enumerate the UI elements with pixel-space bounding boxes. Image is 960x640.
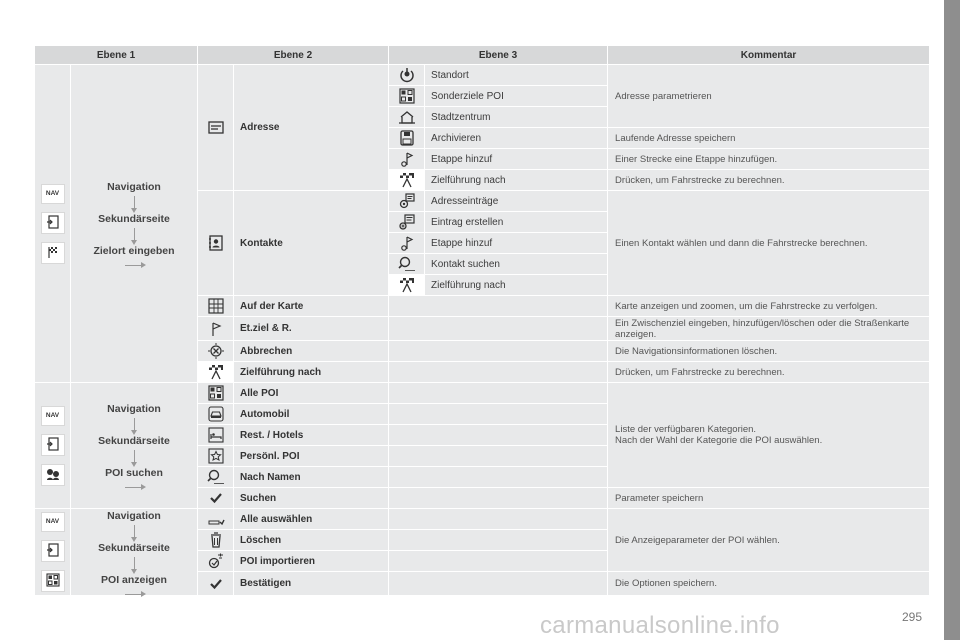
section3-level1-flow: [71, 509, 198, 596]
hotel-icon-cell: [198, 425, 234, 446]
kontakte-etappe-hinzuf-label: Etappe hinzuf: [425, 233, 608, 254]
kontakte-icon-cell: [198, 191, 234, 296]
poi-comment-line1: Liste der verfügbaren Kategorien.: [615, 424, 757, 435]
table-row: [35, 383, 930, 404]
cancel-navigation-icon: [206, 342, 226, 360]
destination-flag-icon: [41, 242, 65, 264]
select-all-icon: [206, 510, 226, 528]
kontakte-label: Kontakte: [234, 191, 389, 296]
empty-ebene3-cell: [389, 530, 608, 551]
route-guidance-icon: [206, 363, 226, 381]
auf-der-karte-comment: Karte anzeigen und zoomen, um die Fahrstrecke zu verfolgen.: [608, 296, 930, 317]
flow-step-navigation: Navigation: [107, 403, 161, 415]
cancel-icon-cell: [198, 341, 234, 362]
empty-ebene3-cell: [389, 446, 608, 467]
save-icon: [397, 129, 417, 147]
poi-icon: [397, 87, 417, 105]
checkmark-icon: [206, 575, 226, 593]
poi-icon: [206, 384, 226, 402]
route-guidance-icon: [397, 171, 417, 189]
poi-search-icon: [41, 464, 65, 486]
create-entry-icon: [397, 213, 417, 231]
zielfuehrung-nach-label: Zielführung nach: [425, 170, 608, 191]
watermark-text: carmanualsonline.info: [540, 612, 780, 639]
city-center-icon: [397, 108, 417, 126]
empty-ebene3-cell: [389, 404, 608, 425]
berechnen-comment: Drücken, um Fahrstrecke zu berechnen.: [608, 170, 930, 191]
standort-label: Standort: [425, 65, 608, 86]
zielfuehrung-label: Zielführung nach: [234, 362, 389, 383]
adresse-icon-cell: [198, 65, 234, 191]
nav-button-icon: NAV: [41, 406, 65, 426]
nav-button-icon: NAV: [41, 184, 65, 204]
header-ebene3: Ebene 3: [389, 46, 608, 65]
waypoint-icon-cell: [389, 149, 425, 170]
secondary-page-icon: [41, 434, 65, 456]
flow-arrow-down-icon: [134, 418, 135, 432]
save-icon-cell: [389, 128, 425, 149]
secondary-page-icon: [41, 212, 65, 234]
section3-level1-icons: [35, 509, 71, 596]
adresseintraege-label: Adresseinträge: [425, 191, 608, 212]
empty-ebene3-cell: [389, 317, 608, 341]
search-contact-icon-cell: [389, 254, 425, 275]
route-guidance-icon: [397, 276, 417, 294]
archivieren-label: Archivieren: [425, 128, 608, 149]
header-ebene1: Ebene 1: [35, 46, 198, 65]
flow-step-secondary-page: Sekundärseite: [98, 541, 170, 554]
section1-level1-icons: [35, 65, 71, 383]
route-guidance-icon-cell: [389, 170, 425, 191]
flow-arrow-right-icon: [125, 487, 143, 488]
table-row: [35, 65, 930, 86]
empty-ebene3-cell: [389, 488, 608, 509]
car-icon-cell: [198, 404, 234, 425]
alle-auswaehlen-label: Alle auswählen: [234, 509, 389, 530]
poi-display-icon: [41, 570, 65, 592]
checkmark-icon-cell: [198, 572, 234, 596]
auf-der-karte-label: Auf der Karte: [234, 296, 389, 317]
flow-arrow-down-icon: [134, 196, 135, 210]
navigation-menu-table: [34, 45, 930, 596]
abbrechen-label: Abbrechen: [234, 341, 389, 362]
route-guidance-icon-cell: [198, 362, 234, 383]
waypoint-icon: [397, 234, 417, 252]
empty-ebene3-cell: [389, 383, 608, 404]
flow-step-navigation: Navigation: [107, 181, 161, 193]
select-all-icon-cell: [198, 509, 234, 530]
flow-arrow-down-icon: [134, 450, 135, 464]
poi-icon-cell: [198, 383, 234, 404]
section2-level1-icons: [35, 383, 71, 509]
star-icon: [206, 447, 226, 465]
trash-icon: [206, 531, 226, 549]
secondary-page-icon: [41, 540, 65, 562]
poi-icon-cell: [389, 86, 425, 107]
contacts-icon: [206, 234, 226, 252]
eintrag-erstellen-label: Eintrag erstellen: [425, 212, 608, 233]
usb-import-icon: [206, 552, 226, 570]
kontakte-comment: Einen Kontakt wählen und dann die Fahrstrecke berechnen.: [608, 191, 930, 296]
adresse-label: Adresse: [234, 65, 389, 191]
checkmark-icon: [206, 489, 226, 507]
empty-ebene3-cell: [389, 362, 608, 383]
nach-namen-label: Nach Namen: [234, 467, 389, 488]
empty-ebene3-cell: [389, 572, 608, 596]
kontakt-suchen-label: Kontakt suchen: [425, 254, 608, 275]
trash-icon-cell: [198, 530, 234, 551]
adresse-parametrieren-comment: Adresse parametrieren: [608, 65, 930, 128]
personal-poi-icon-cell: [198, 446, 234, 467]
search-by-name-icon-cell: [198, 467, 234, 488]
checkmark-icon-cell: [198, 488, 234, 509]
etziel-comment: Ein Zwischenziel eingeben, hinzufügen/löschen oder die Straßenkarte anzeigen.: [608, 317, 930, 341]
loeschen-label: Löschen: [234, 530, 389, 551]
waypoint-icon: [397, 150, 417, 168]
poi-importieren-label: POI importieren: [234, 551, 389, 572]
stopover-flag-icon-cell: [198, 317, 234, 341]
bestaetigen-label: Bestätigen: [234, 572, 389, 596]
flow-arrow-right-icon: [125, 265, 143, 266]
poi-display-comment: Die Anzeigeparameter der POI wählen.: [608, 509, 930, 572]
search-by-name-icon: [206, 468, 226, 486]
empty-ebene3-cell: [389, 467, 608, 488]
etappe-hinzuf-label: Etappe hinzuf: [425, 149, 608, 170]
automobil-label: Automobil: [234, 404, 389, 425]
route-guidance-icon-cell: [389, 275, 425, 296]
search-by-name-icon: [397, 255, 417, 273]
flow-step-poi-display: POI anzeigen: [101, 573, 167, 586]
header-kommentar: Kommentar: [608, 46, 930, 65]
stopover-flag-icon: [206, 320, 226, 338]
city-center-icon-cell: [389, 107, 425, 128]
car-icon: [206, 405, 226, 423]
flow-arrow-down-icon: [134, 525, 135, 539]
create-entry-icon-cell: [389, 212, 425, 233]
flow-arrow-down-icon: [134, 228, 135, 242]
flow-arrow-down-icon: [134, 557, 135, 571]
sonderziele-poi-label: Sonderziele POI: [425, 86, 608, 107]
suchen-comment: Parameter speichern: [608, 488, 930, 509]
page-edge-strip: [944, 0, 960, 640]
flow-step-navigation: Navigation: [107, 509, 161, 522]
empty-ebene3-cell: [389, 551, 608, 572]
address-card-icon: [206, 119, 226, 137]
table-row: [35, 509, 930, 530]
address-entries-icon-cell: [389, 191, 425, 212]
abbrechen-comment: Die Navigationsinformationen löschen.: [608, 341, 930, 362]
map-icon-cell: [198, 296, 234, 317]
section2-level1-flow: [71, 383, 198, 509]
empty-ebene3-cell: [389, 341, 608, 362]
page-number: 295: [902, 610, 923, 624]
flow-step-poi-search: POI suchen: [105, 467, 163, 479]
rest-hotels-label: Rest. / Hotels: [234, 425, 389, 446]
zielfuehrung-comment: Drücken, um Fahrstrecke zu berechnen.: [608, 362, 930, 383]
flow-step-secondary-page: Sekundärseite: [98, 435, 170, 447]
alle-poi-label: Alle POI: [234, 383, 389, 404]
hotel-bed-icon: [206, 426, 226, 444]
stadtzentrum-label: Stadtzentrum: [425, 107, 608, 128]
table-header-row: [35, 46, 930, 65]
usb-import-icon-cell: [198, 551, 234, 572]
kontakte-zielfuehrung-label: Zielführung nach: [425, 275, 608, 296]
etziel-label: Et.ziel & R.: [234, 317, 389, 341]
empty-ebene3-cell: [389, 425, 608, 446]
persoenl-poi-label: Persönl. POI: [234, 446, 389, 467]
empty-ebene3-cell: [389, 296, 608, 317]
map-icon: [206, 297, 226, 315]
section1-level1-flow: [71, 65, 198, 383]
location-icon: [397, 66, 417, 84]
adresse-speichern-comment: Laufende Adresse speichern: [608, 128, 930, 149]
address-entries-icon: [397, 192, 417, 210]
poi-comment-line2: Nach der Wahl der Kategorie die POI auswählen.: [615, 435, 823, 446]
flow-arrow-right-icon: [125, 594, 143, 595]
flow-step-secondary-page: Sekundärseite: [98, 213, 170, 225]
nav-button-icon: NAV: [41, 512, 65, 532]
flow-step-destination: Zielort eingeben: [93, 245, 175, 257]
etappe-comment: Einer Strecke eine Etappe hinzufügen.: [608, 149, 930, 170]
suchen-label: Suchen: [234, 488, 389, 509]
bestaetigen-comment: Die Optionen speichern.: [608, 572, 930, 596]
empty-ebene3-cell: [389, 509, 608, 530]
waypoint-icon-cell: [389, 233, 425, 254]
header-ebene2: Ebene 2: [198, 46, 389, 65]
poi-categories-comment: [608, 383, 930, 488]
location-icon-cell: [389, 65, 425, 86]
